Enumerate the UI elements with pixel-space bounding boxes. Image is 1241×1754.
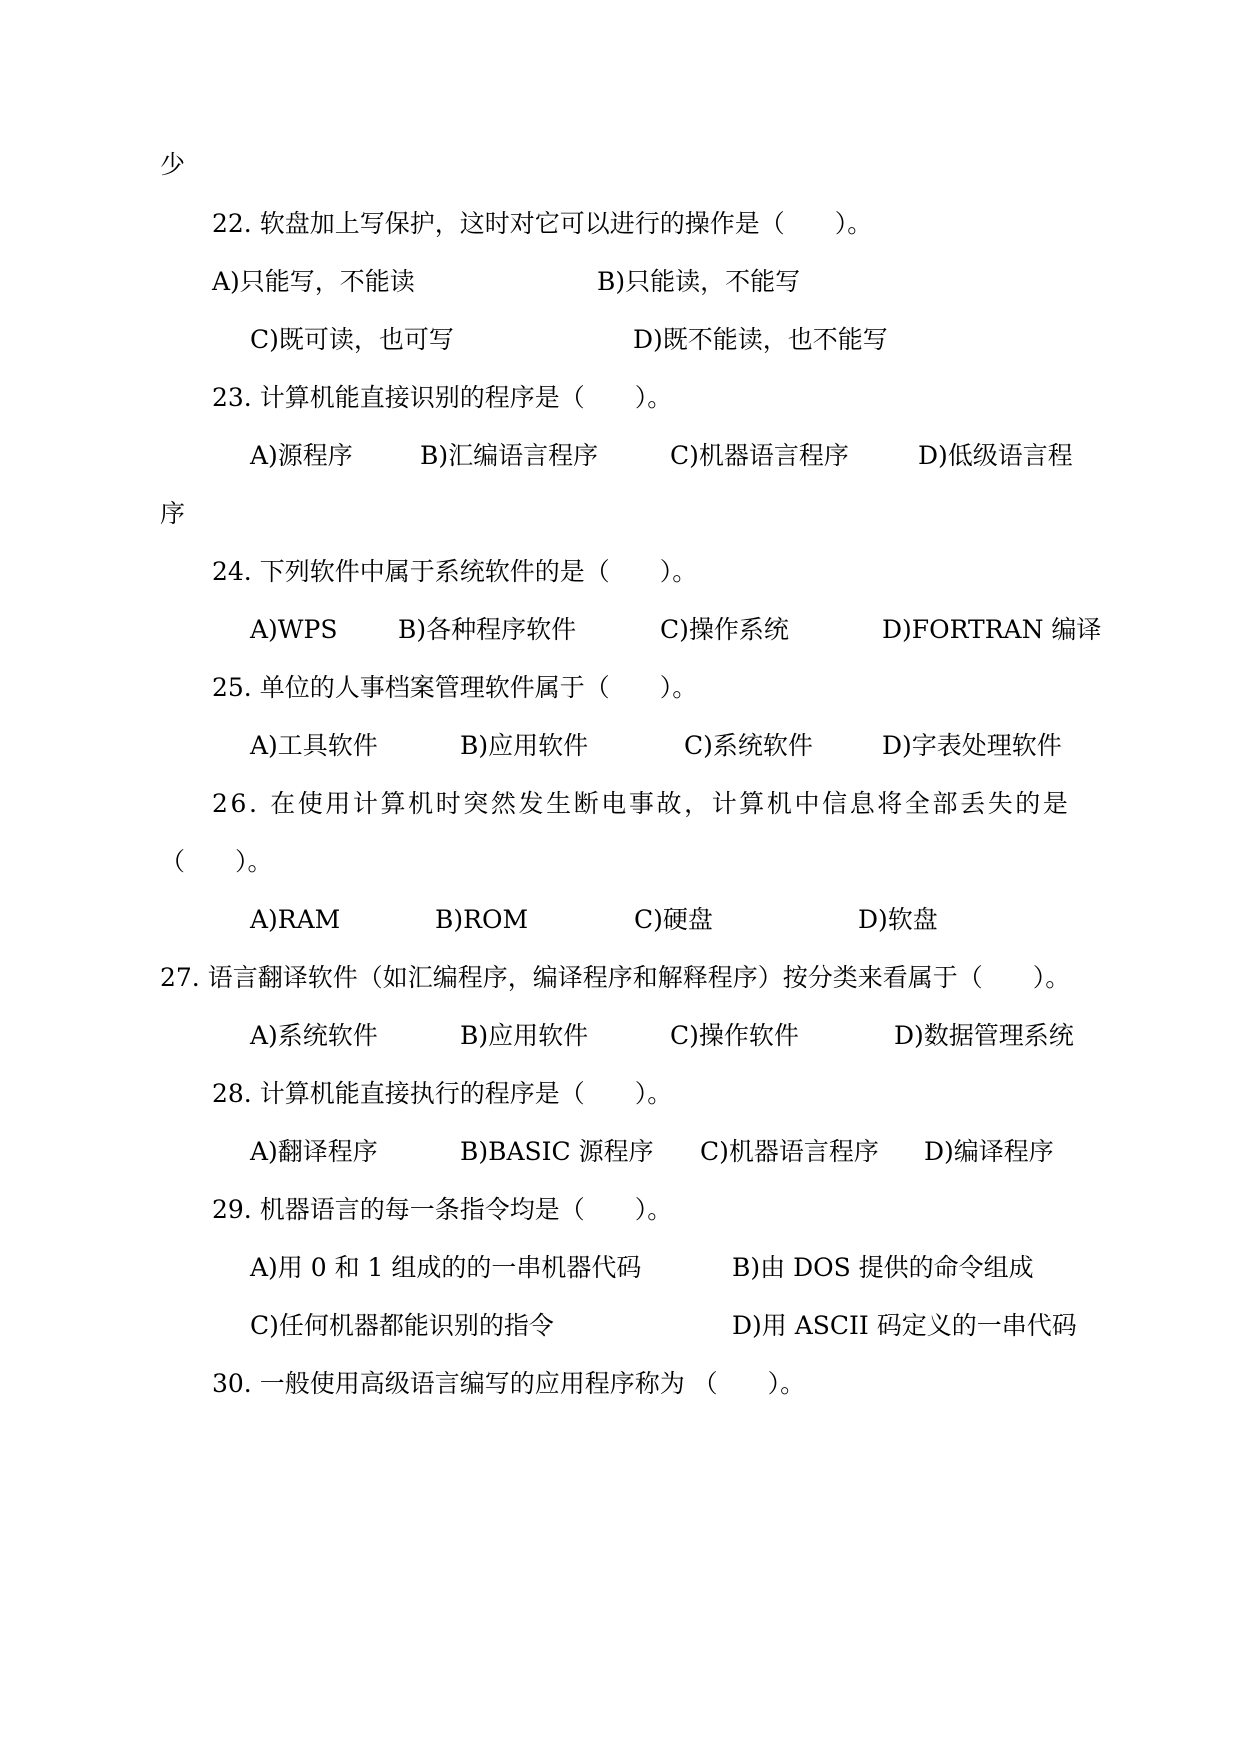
q22-option-c: C)既可读，也可写 [250, 325, 454, 354]
q25-option-d: D)字表处理软件 [882, 731, 1062, 760]
q28-option-b: B)BASIC 源程序 [460, 1137, 654, 1166]
question-27: 27. 语言翻译软件（如汇编程序，编译程序和解释程序）按分类来看属于（ ）。 [160, 963, 1071, 992]
q26-option-d: D)软盘 [858, 905, 938, 934]
q28-option-a: A)翻译程序 [250, 1137, 378, 1166]
q23-option-b: B)汇编语言程序 [420, 441, 599, 470]
q27-option-b: B)应用软件 [460, 1021, 589, 1050]
question-25: 25. 单位的人事档案管理软件属于（ ）。 [212, 673, 698, 702]
q22-option-b: B)只能读，不能写 [597, 267, 801, 296]
q26-option-b: B)ROM [435, 905, 529, 934]
q24-option-a: A)WPS [250, 615, 338, 644]
question-26: 26. 在使用计算机时突然发生断电事故，计算机中信息将全部丢失的是 [212, 789, 1071, 818]
question-23: 23. 计算机能直接识别的程序是（ ）。 [212, 383, 673, 412]
q22-option-a: A)只能写，不能读 [212, 267, 415, 296]
q22-option-d: D)既不能读，也不能写 [633, 325, 888, 354]
q27-option-c: C)操作软件 [670, 1021, 799, 1050]
question-28: 28. 计算机能直接执行的程序是（ ）。 [212, 1079, 673, 1108]
q26-option-c: C)硬盘 [634, 905, 713, 934]
q24-option-b: B)各种程序软件 [398, 615, 577, 644]
q27-option-d: D)数据管理系统 [894, 1021, 1074, 1050]
q25-option-b: B)应用软件 [460, 731, 589, 760]
q23-option-c: C)机器语言程序 [670, 441, 849, 470]
q23-option-d: D)低级语言程 [918, 441, 1073, 470]
q24-option-d: D)FORTRAN 编译 [882, 615, 1102, 644]
q27-option-a: A)系统软件 [250, 1021, 378, 1050]
q29-option-c: C)任何机器都能识别的指令 [250, 1311, 554, 1340]
q25-option-c: C)系统软件 [684, 731, 813, 760]
q23-option-d-wrap: 序 [160, 499, 186, 528]
question-30: 30. 一般使用高级语言编写的应用程序称为 （ ）。 [212, 1369, 806, 1398]
question-26-wrap: （ ）。 [160, 847, 273, 876]
q25-option-a: A)工具软件 [250, 731, 378, 760]
q28-option-c: C)机器语言程序 [700, 1137, 879, 1166]
question-22: 22. 软盘加上写保护，这时对它可以进行的操作是（ ）。 [212, 209, 873, 238]
q29-option-d: D)用 ASCII 码定义的一串代码 [732, 1311, 1077, 1340]
q29-option-a: A)用 0 和 1 组成的的一串机器代码 [250, 1253, 642, 1282]
q26-option-a: A)RAM [250, 905, 341, 934]
q29-option-b: B)由 DOS 提供的命令组成 [732, 1253, 1034, 1282]
q28-option-d: D)编译程序 [924, 1137, 1054, 1166]
continued-text: 少 [160, 150, 186, 179]
question-24: 24. 下列软件中属于系统软件的是（ ）。 [212, 557, 698, 586]
question-29: 29. 机器语言的每一条指令均是（ ）。 [212, 1195, 673, 1224]
q23-option-a: A)源程序 [250, 441, 353, 470]
q24-option-c: C)操作系统 [660, 615, 789, 644]
